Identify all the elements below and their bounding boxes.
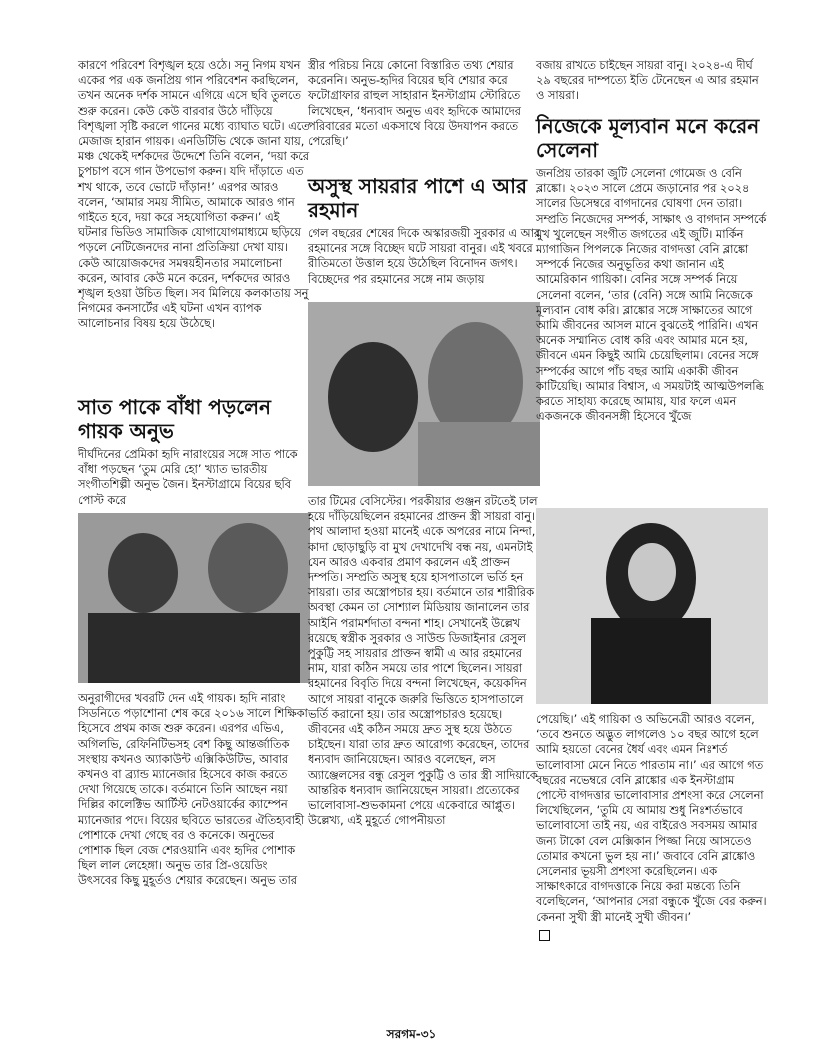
bride-figure: [208, 523, 288, 613]
selena-face: [628, 543, 676, 601]
article-anubhav-intro: দীর্ঘদিনের প্রেমিকা হৃদি নারাংয়ের সঙ্গে সাত পাকে বাঁধা পড়ছেন ‘তুম মেরি হো’ খ্যাত ভারতীয় সংগীতশিল্পী অনুভ জৈন। ইনস্টাগ্রামে বিয়ের ছবি পোস্ট করে: [78, 448, 298, 507]
rahman-saira-photo: [308, 302, 540, 486]
column-2: [308, 58, 540, 828]
article-rahman-heading: অসুস্থ সায়রার পাশে এ আর রহমান: [308, 174, 528, 222]
column-3: [536, 58, 768, 944]
scarf-shape: [418, 422, 540, 486]
article-rahman-text: তার টিমের বেসিস্টের। পরকীয়ার গুঞ্জন রটতেই ঢাল হয়ে দাঁড়িয়েছিলেন রহমানের প্রাক্তন স্ত্রী সায়রা বানু। পথ আলাদা হওয়া মানেই একে অপরের নামে নিন্দা, কাদা ছোড়াছুড়ি বা মুখ দেখাদেখি বন্ধ নয়, এমনটাই যেন আরও একবার প্রমাণ করলেন এই প্রাক্তন দম্পতি। সম্প্রতি অসুস্থ হয়ে হাসপাতালে ভর্তি হন সায়রা। তার অস্ত্রোপচার হয়। বর্তমানে তার শারীরিক অবস্থা কেমন তা সোশ্যাল মিডিয়ায় জানালেন তার আইনি পরামর্শদাতা বন্দনা শাহ। সেখানেই উল্লেখ রয়েছে স্বস্ত্রীক সুরকার ও সাউন্ড ডিজাইনার রেসুল পুকুট্টি সহ সায়রার প্রাক্তন স্বামী এ আর রহমানের নাম, যারা কঠিন সময়ে তার পাশে ছিলেন। সায়রা রহমানের বিবৃতি দিয়ে বন্দনা লিখেছেন, কয়েকদিন আগে সায়রা বানুকে জরুরি ভিত্তিতে হাসপাতালে ভর্তি করানো হয়। তার অস্ত্রোপচারও হয়েছে। জীবনের এই কঠিন সময়ে দ্রুত সুস্থ হয়ে উঠতে চাইছেন। যারা তার দ্রুত আরোগ্য করেছেন, তাদের ধন্যবাদ জানিয়েছেন। আরও বলেছেন, লস অ্যাঞ্জেলসের বন্ধু রেসুল পুকুট্টি ও তার স্ত্রী সাদিয়াকে আন্তরিক ধন্যবাদ জানিয়েছেন সায়রা। প্রত্যেকের ভালোবাসা-শুভকামনা পেয়ে একেবারে আপ্লুত। উল্লেখ্য, এই মুহূর্তে গোপনীয়তা: [308, 495, 538, 828]
selena-dress: [591, 618, 711, 704]
article-rahman-conclusion: বজায় রাখতে চাইছেন সায়রা বানু। ২০২৪-এ দীর্ঘ ২৯ বছরের দাম্পত্যে ইতি টেনেছেন এ আর রহমান ও সায়রা।: [536, 59, 759, 103]
wedding-photo: [78, 513, 310, 683]
article-selena-intro: জনপ্রিয় তারকা জুটি সেলেনা গোমেজ ও বেনি ব্লাঙ্কো। ২০২৩ সালে প্রেমে জড়ানোর পর ২০২৪ সালের ডিসেম্বরে বাগদানের ঘোষণা দেন তারা। সম্প্রতি নিজেদের সম্পর্ক, সাক্ষাৎ ও বাগদান সম্পর্কে মুখ খুলেছেন সংগীত জগতের এই জুটি। মার্কিন ম্যাগাজিন পিপলকে নিজের বাগদত্তা বেনি ব্লাঙ্কো সম্পর্কে নিজের অনুভূতির কথা জানান এই আমেরিকান গায়িকা। বেনির সঙ্গে সম্পর্ক নিয়ে সেলেনা বলেন, ‘তার (বেনি) সঙ্গে আমি নিজেকে মূল্যবান বোধ করি। ব্লাঙ্কোর সঙ্গে সাক্ষাতের আগে আমি জীবনের আসল মানে বুঝতেই পারিনি। এখন অনেক সম্মানিত বোধ করি এবং আমার মনে হয়, জীবনে এমন কিছুই আমি চেয়েছিলাম। বেনের সঙ্গে সম্পর্কের আগে পাঁচ বছর আমি একাকী জীবন কাটিয়েছি। আমার বিশ্বাস, এ সময়টাই আত্মউপলব্ধি করতে সাহায্য করেছে আমায়, যার ফলে এমন একজনকে জীবনসঙ্গী হিসেবে খুঁজে: [536, 167, 767, 424]
article-selena-heading: নিজেকে মূল্যবান মনে করেন সেলেনা: [536, 114, 760, 162]
article-sonu-text: কারণে পরিবেশ বিশৃঙ্খল হয়ে ওঠে। সনু নিগম যখন একের পর এক জনপ্রিয় গান পরিবেশন করছিলেন, তখন অনেক দর্শক সামনে এগিয়ে এসে ছবি তুলতে শুরু করেন। কেউ কেউ বারবার উঠে দাঁড়িয়ে বিশৃঙ্খলা সৃষ্টি করলে গানের মধ্যে ব্যাঘাত ঘটে। এতে মেজাজ হারান গায়ক। এনডিটিভি থেকে জানা যায়, মঞ্চ থেকেই দর্শকদের উদ্দেশে তিনি বলেন, ‘দয়া করে চুপচাপ বসে গান উপভোগ করুন। যদি দাঁড়াতে এত শখ থাকে, তবে ভোটে দাঁড়ান!’ এরপর আরও বলেন, ‘আমার সময় সীমিত, আমাকে আরও গান গাইতে হবে, দয়া করে সহযোগিতা করুন।’ এই ঘটনার ভিডিও সামাজিক যোগাযোগমাধ্যমে ছড়িয়ে পড়লে নেটিজেনদের নানা প্রতিক্রিয়া দেখা যায়। কেউ আয়োজকদের সমন্বয়হীনতার সমালোচনা করেন, আবার কেউ মনে করেন, দর্শকদের আরও শৃঙ্খল হওয়া উচিত ছিল। সব মিলিয়ে কলকাতায় সনু নিগমের কনসার্টের এই ঘটনা এখন ব্যাপক আলোচনার বিষয় হয়ে উঠেছে।: [78, 59, 310, 331]
article-rahman-intro: গেল বছরের শেষের দিকে অস্কারজয়ী সুরকার এ আর রহমানের সঙ্গে বিচ্ছেদ ঘটে সায়রা বানুর। এই খবরে রীতিমতো উত্তাল হয়ে উঠেছিল বিনোদন জগৎ। বিচ্ছেদের পর রহমানের সঙ্গে নাম জড়ায়: [308, 227, 540, 286]
groom-figure: [108, 533, 178, 613]
article-anubhav-continued: স্ত্রীর পরিচয় নিয়ে কোনো বিস্তারিত তথ্য শেয়ার করেননি। অনুভ-হৃদির বিয়ের ছবি শেয়ার করে ফটোগ্রাফার রাহুল সাহারান ইনস্টাগ্রাম স্টোরিতে লিখেছেন, ‘ধন্যবাদ অনুভ এবং হৃদিকে আমাদের পরিবারের মতো একসাথে বিয়ে উদযাপন করতে পেরেছি।’: [308, 59, 521, 149]
article-selena-text: পেয়েছি।’ এই গায়িকা ও অভিনেত্রী আরও বলেন, ‘তবে শুনতে অদ্ভুত লাগলেও ১০ বছর আগে হলে আমি হয়তো বেনের ধৈর্য এবং এমন নিঃশর্ত ভালোবাসা মেনে নিতে পারতাম না।’ এর আগে গত বছরের নভেম্বরে বেনি ব্লাঙ্কোর এক ইনস্টাগ্রাম পোস্টে বাগদত্তার ভালোবাসার প্রশংসা করে সেলেনা লিখেছিলেন, ‘তুমি যে আমায় শুধু নিঃশর্তভাবে ভালোবাসো তাই নয়, এর বাইরেও সবসময় আমার জন্য টাকো বেল মেক্সিকান পিজ্জা নিয়ে আসতেও তোমার কখনো ভুল হয় না।’ জবাবে বেনি ব্লাঙ্কোও সেলেনার ভূয়সী প্রশংসা করেছিলেন। এক সাক্ষাৎকারে বাগদত্তাকে নিয়ে করা মন্তব্যে তিনি বলেছিলেন, ‘আপনার সেরা বন্ধুকে খুঁজে বের করুন। কেননা সুখী স্ত্রী মানেই সুখী জীবন।’: [536, 713, 767, 924]
rahman-figure: [328, 342, 418, 452]
end-mark-icon: [539, 930, 550, 941]
selena-photo: [536, 508, 768, 704]
article-anubhav-heading: সাত পাকে বাঁধা পড়লেন গায়ক অনুভ: [78, 395, 271, 443]
column-1: [78, 58, 310, 889]
page-number: সরগম-৩১: [386, 1027, 437, 1041]
article-anubhav-text: অনুরাগীদের খবরটি দেন এই গায়ক। হৃদি নারাং সিডনিতে পড়াশোনা শেষ করে ২০১৬ সালে শিক্ষিকা হিসেবে প্রথম কাজ শুরু করেন। এরপর এভিএ, অগিলভি, রেফিনিটিভসহ বেশ কিছু আন্তর্জাতিক সংস্থায় কখনও অ্যাকাউন্ট এক্সিকিউটিভ, আবার কখনও বা ব্র্যান্ড ম্যানেজার হিসেবে কাজ করতে দেখা গিয়েছে তাকে। বর্তমানে তিনি আছেন নয়া দিল্লির কালেক্টিভ আর্টিস্ট নেটওয়ার্কের ক্যাম্পেন ম্যানেজার পদে। বিয়ের ছবিতে ভারতের ঐতিহ্যবাহী পোশাকে দেখা গেছে বর ও কনেকে। অনুভের পোশাক ছিল বেজ শেরওয়ানি এবং হৃদির পোশাক ছিল লাল লেহেঙ্গা। অনুভ তার প্রি-ওয়েডিং উৎসবের কিছু মুহূর্তও শেয়ার করেছেন। অনুভ তার: [78, 692, 308, 888]
wedding-attire-shape: [88, 613, 300, 683]
